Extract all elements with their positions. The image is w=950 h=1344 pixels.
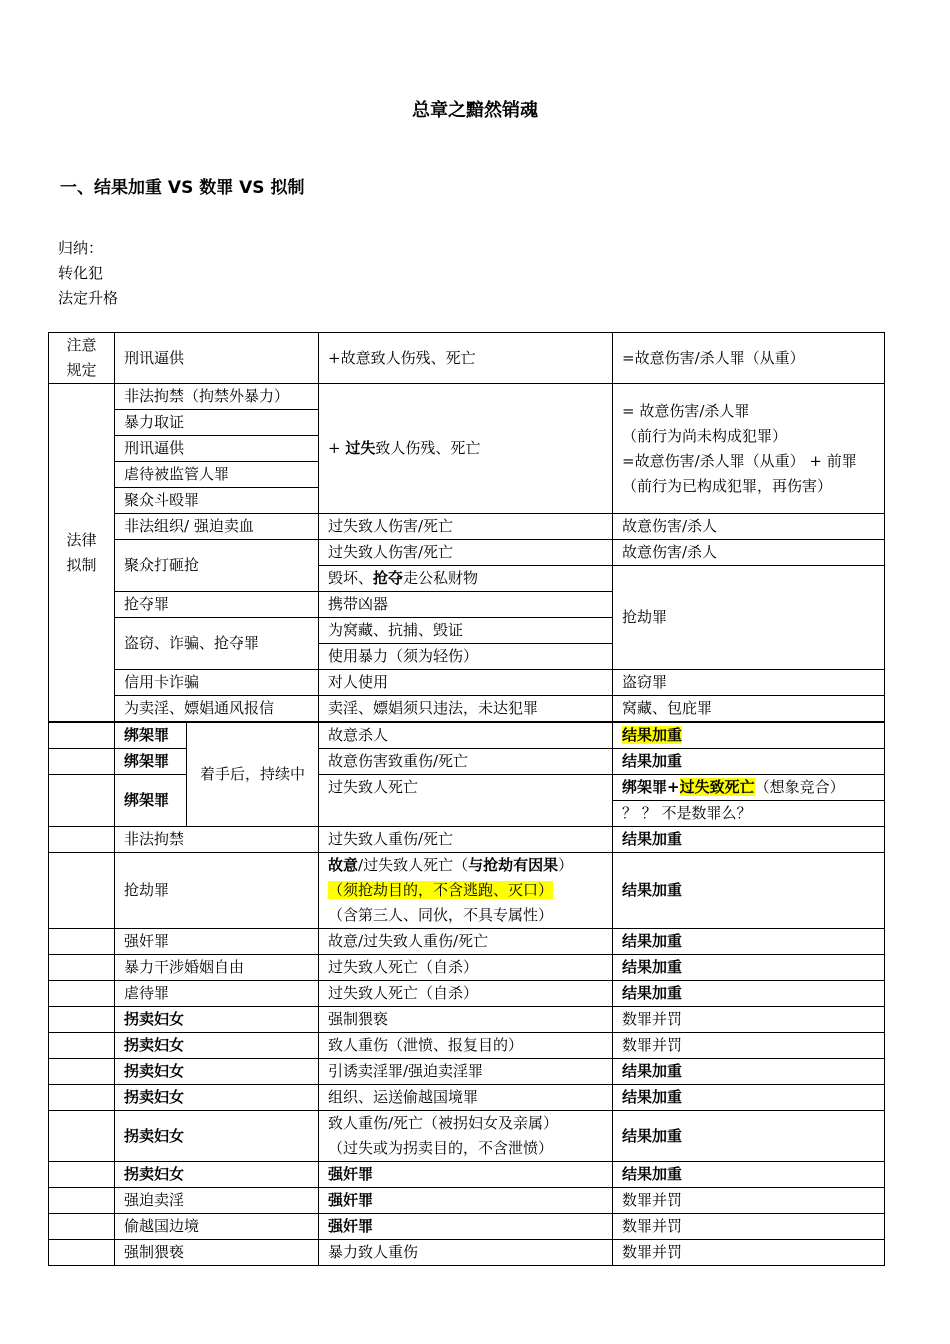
result-cell: 结果加重 bbox=[613, 1059, 885, 1085]
condition-cell: 过失致人重伤/死亡 bbox=[319, 827, 613, 853]
crime-cell: 抢劫罪 bbox=[115, 853, 319, 929]
result-cell: 数罪并罚 bbox=[613, 1007, 885, 1033]
condition-cell: 故意杀人 bbox=[319, 723, 613, 749]
crime-cell: 绑架罪 bbox=[115, 749, 187, 775]
crime-cell: 强迫卖淫 bbox=[115, 1188, 319, 1214]
result-cell: 数罪并罚 bbox=[613, 1033, 885, 1059]
condition-cell: 强奸罪 bbox=[319, 1188, 613, 1214]
condition-cell: 对人使用 bbox=[319, 670, 613, 696]
stage-cell: 着手后，持续中 bbox=[187, 723, 319, 827]
result-cell: 结果加重 bbox=[613, 981, 885, 1007]
result-cell: 绑架罪+过失致死亡（想象竞合） bbox=[613, 775, 885, 801]
page-title: 总章之黯然销魂 bbox=[412, 100, 538, 121]
table-row bbox=[49, 1162, 885, 1188]
result-cell: 结果加重 bbox=[613, 955, 885, 981]
table-row bbox=[49, 775, 885, 801]
result-cell: 结果加重 bbox=[613, 827, 885, 853]
crime-cell: 拐卖妇女 bbox=[115, 1033, 319, 1059]
condition-cell: 为窝藏、抗捕、毁证 bbox=[319, 618, 613, 644]
table-row bbox=[49, 1111, 885, 1162]
result-cell: 数罪并罚 bbox=[613, 1240, 885, 1266]
condition-cell: 组织、运送偷越国境罪 bbox=[319, 1085, 613, 1111]
crime-cell: 聚众打砸抢 bbox=[115, 540, 319, 592]
condition-cell: 携带凶器 bbox=[319, 592, 613, 618]
table-row bbox=[49, 670, 885, 696]
table-row bbox=[49, 749, 885, 775]
table-row bbox=[49, 827, 885, 853]
condition-cell: +故意致人伤残、死亡 bbox=[319, 333, 613, 384]
result-cell: 盗窃罪 bbox=[613, 670, 885, 696]
condition-cell: 强制猥亵 bbox=[319, 1007, 613, 1033]
table-row bbox=[49, 955, 885, 981]
crime-cell: 虐待被监管人罪 bbox=[115, 462, 319, 488]
crime-cell: 非法拘禁 bbox=[115, 827, 319, 853]
note-line: 归纳： bbox=[58, 239, 104, 257]
table-row bbox=[49, 1188, 885, 1214]
table-row bbox=[49, 1007, 885, 1033]
crime-cell: 绑架罪 bbox=[115, 723, 187, 749]
crime-cell: 拐卖妇女 bbox=[115, 1111, 319, 1162]
table-row bbox=[49, 853, 885, 929]
crime-cell: 虐待罪 bbox=[115, 981, 319, 1007]
result-cell: 结果加重 bbox=[613, 1162, 885, 1188]
crime-cell: 非法组织/ 强迫卖血 bbox=[115, 514, 319, 540]
table-row bbox=[49, 333, 885, 384]
crime-cell: 信用卡诈骗 bbox=[115, 670, 319, 696]
condition-cell: 毁坏、抢夺走公私财物 bbox=[319, 566, 613, 592]
crime-cell: 拐卖妇女 bbox=[115, 1007, 319, 1033]
table-row bbox=[49, 981, 885, 1007]
note-line: 法定升格 bbox=[58, 289, 119, 307]
crime-cell: 盗窃、诈骗、抢夺罪 bbox=[115, 618, 319, 670]
result-cell: 故意伤害/杀人 bbox=[613, 540, 885, 566]
result-note: ？ ？ 不是数罪么？ bbox=[613, 801, 885, 827]
crime-cell: 非法拘禁（拘禁外暴力） bbox=[115, 384, 319, 410]
crime-cell: 绑架罪 bbox=[115, 775, 187, 827]
table-row bbox=[49, 723, 885, 749]
condition-cell: 卖淫、嫖娼须只违法，未达犯罪 bbox=[319, 696, 613, 722]
result-cell: 故意伤害/杀人 bbox=[613, 514, 885, 540]
result-cell: 数罪并罚 bbox=[613, 1214, 885, 1240]
result-cell: = 故意伤害/杀人罪 （前行为尚未构成犯罪） =故意伤害/杀人罪（从重） + 前罪 （前行为已构成犯罪，再伤害） bbox=[613, 384, 885, 514]
result-cell: 结果加重 bbox=[613, 1085, 885, 1111]
crime-cell: 拐卖妇女 bbox=[115, 1162, 319, 1188]
table-row bbox=[49, 540, 885, 566]
crime-cell: 拐卖妇女 bbox=[115, 1059, 319, 1085]
notes-block bbox=[58, 236, 118, 311]
result-cell: 结果加重 bbox=[613, 929, 885, 955]
note-line: 转化犯 bbox=[58, 264, 104, 282]
section-heading: 一、结果加重 VS 数罪 VS 拟制 bbox=[60, 178, 305, 198]
result-cell: 抢劫罪 bbox=[613, 566, 885, 670]
crime-cell: 暴力干涉婚姻自由 bbox=[115, 955, 319, 981]
note-rule-label: 注意 规定 bbox=[49, 333, 115, 384]
condition-cell: 故意/过失致人重伤/死亡 bbox=[319, 929, 613, 955]
result-cell: 结果加重 bbox=[613, 1111, 885, 1162]
condition-cell: 致人重伤（泄愤、报复目的） bbox=[319, 1033, 613, 1059]
table-row bbox=[49, 384, 885, 410]
condition-cell: 过失致人死亡（自杀） bbox=[319, 955, 613, 981]
comparison-table bbox=[48, 332, 885, 1266]
crime-cell: 偷越国边境 bbox=[115, 1214, 319, 1240]
table-row bbox=[49, 1214, 885, 1240]
table-row bbox=[49, 514, 885, 540]
crime-cell: 为卖淫、嫖娼通风报信 bbox=[115, 696, 319, 722]
condition-cell: 过失致人伤害/死亡 bbox=[319, 540, 613, 566]
table-row bbox=[49, 1085, 885, 1111]
result-cell: 窝藏、包庇罪 bbox=[613, 696, 885, 722]
crime-cell: 抢夺罪 bbox=[115, 592, 319, 618]
condition-cell: 故意伤害致重伤/死亡 bbox=[319, 749, 613, 775]
condition-cell: 过失致人死亡 bbox=[319, 775, 613, 827]
crime-cell: 拐卖妇女 bbox=[115, 1085, 319, 1111]
condition-cell: 引诱卖淫罪/强迫卖淫罪 bbox=[319, 1059, 613, 1085]
result-cell: 结果加重 bbox=[613, 853, 885, 929]
table-row bbox=[49, 1033, 885, 1059]
condition-cell: 致人重伤/死亡（被拐妇女及亲属） （过失或为拐卖目的，不含泄愤） bbox=[319, 1111, 613, 1162]
legal-fiction-label: 法律 拟制 bbox=[49, 384, 115, 722]
condition-cell: 暴力致人重伤 bbox=[319, 1240, 613, 1266]
crime-cell: 强制猥亵 bbox=[115, 1240, 319, 1266]
condition-cell: 过失致人死亡（自杀） bbox=[319, 981, 613, 1007]
result-cell: 结果加重 bbox=[613, 723, 885, 749]
condition-cell: 强奸罪 bbox=[319, 1214, 613, 1240]
table-row bbox=[49, 1059, 885, 1085]
condition-cell: 强奸罪 bbox=[319, 1162, 613, 1188]
table-row bbox=[49, 696, 885, 722]
condition-cell: 故意/过失致人死亡（与抢劫有因果） （须抢劫目的，不含逃跑、灭口） （含第三人、同伙，不具专属性） bbox=[319, 853, 613, 929]
result-cell: =故意伤害/杀人罪（从重） bbox=[613, 333, 885, 384]
condition-cell: 使用暴力（须为轻伤） bbox=[319, 644, 613, 670]
table-row bbox=[49, 1240, 885, 1266]
crime-cell: 刑讯逼供 bbox=[115, 436, 319, 462]
result-cell: 结果加重 bbox=[613, 749, 885, 775]
table-row bbox=[49, 929, 885, 955]
crime-cell: 刑讯逼供 bbox=[115, 333, 319, 384]
crime-cell: 聚众斗殴罪 bbox=[115, 488, 319, 514]
crime-cell: 强奸罪 bbox=[115, 929, 319, 955]
crime-cell: 暴力取证 bbox=[115, 410, 319, 436]
condition-cell: 过失致人伤害/死亡 bbox=[319, 514, 613, 540]
condition-cell: + 过失致人伤残、死亡 bbox=[319, 384, 613, 514]
result-cell: 数罪并罚 bbox=[613, 1188, 885, 1214]
